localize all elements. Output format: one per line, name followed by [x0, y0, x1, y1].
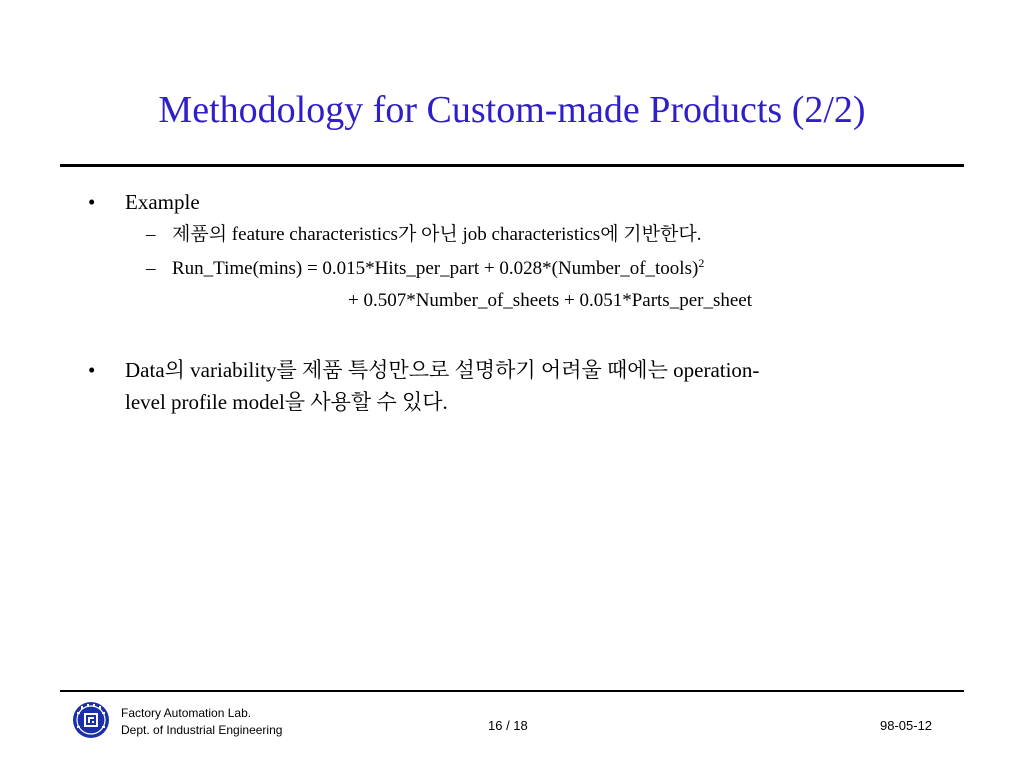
sub-bullet-feature-text: 제품의 feature characteristics가 아닌 job characteristics에 기반한다.: [172, 224, 702, 245]
formula-exponent: 2: [698, 256, 705, 270]
bullet-example-label: Example: [125, 190, 200, 214]
footer-divider: [60, 690, 964, 692]
formula-continuation: + 0.507*Number_of_sheets + 0.051*Parts_per_sheet: [348, 290, 753, 311]
slide-title: Methodology for Custom-made Products (2/2): [158, 89, 866, 131]
bullet-marker: •: [88, 190, 96, 214]
slide-date: 98-05-12: [880, 718, 933, 733]
bullet-data-line2: level profile model을 사용할 수 있다.: [125, 390, 448, 414]
formula-main: Run_Time(mins) = 0.015*Hits_per_part + 0.028*(Number_of_tools): [172, 258, 699, 279]
page-number: 16 / 18: [488, 718, 528, 733]
bullet-data-line1: Data의 variability를 제품 특성만으로 설명하기 어려울 때에는 operation-: [125, 358, 760, 382]
sub-bullet-marker: –: [146, 258, 156, 279]
sub-bullet-runtime-formula: [172, 256, 704, 282]
bullet-marker: •: [88, 358, 96, 382]
footer-org-line2: Dept. of Industrial Engineering: [121, 723, 283, 737]
footer-org-line1: Factory Automation Lab.: [121, 706, 252, 720]
sub-bullet-marker: –: [146, 224, 156, 245]
university-emblem-icon: [71, 700, 111, 740]
